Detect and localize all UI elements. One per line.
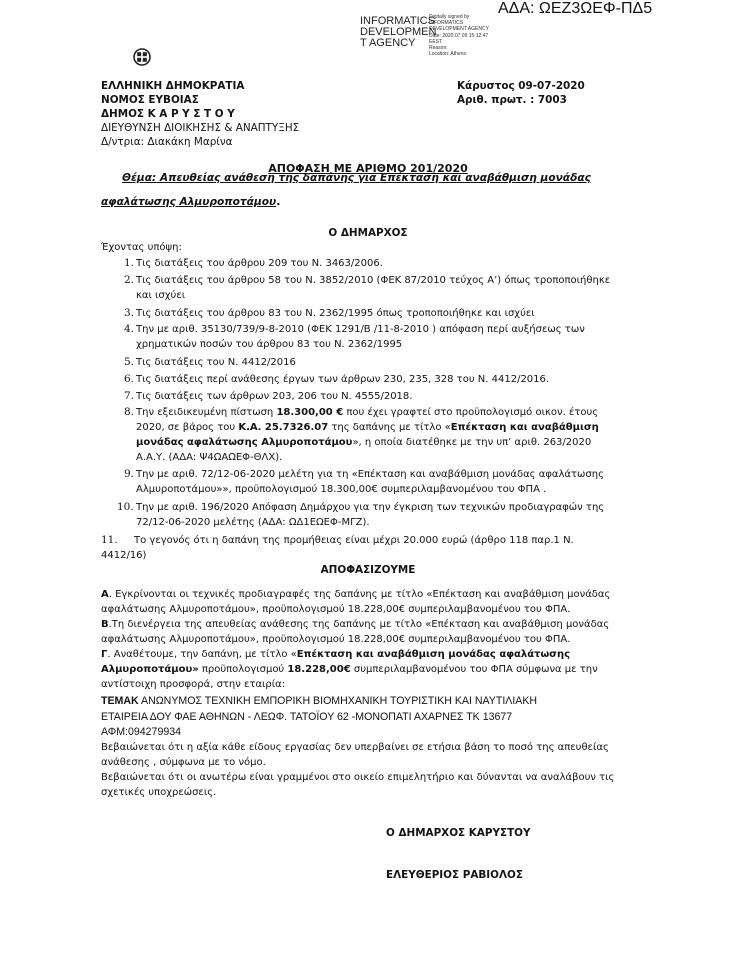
decision-a-line-1 — [101, 589, 610, 600]
subject-line-2-row — [101, 190, 280, 209]
signature-meta-line: Location: Athens — [429, 51, 466, 58]
decision-c-line-2 — [101, 664, 598, 675]
header-municipality: ΔΗΜΟΣ Κ Α Ρ Υ Σ Τ Ο Υ — [101, 108, 235, 120]
signoff-title: Ο ΔΗΜΑΡΧΟΣ ΚΑΡΥΣΤΟΥ — [386, 827, 531, 839]
item-8-line-4: Α.Α.Υ. (ΑΔΑ: Ψ4ΩΑΩΕΦ-ΘΛΧ). — [136, 452, 283, 463]
item-8-budget-code: Κ.Α. 25.7326.07 — [238, 422, 329, 433]
decision-c-line-1 — [101, 649, 570, 660]
decision-c-title: Αλμυροποτάμου» — [101, 664, 199, 675]
item-number: 2. — [124, 274, 135, 286]
header-prefecture: ΝΟΜΟΣ ΕΥΒΟΙΑΣ — [101, 94, 199, 106]
company-address: ΕΤΑΙΡΕΙΑ ΔΟΥ ΦΑΕ ΑΘΗΝΩΝ - ΛΕΩΦ. ΤΑΤΟΪΟΥ 62 -ΜΟΝΟΠΑΤΙ ΑΧΑΡΝΕΣ ΤΚ 13677 — [101, 711, 513, 723]
decision-c-label: Γ — [101, 649, 108, 660]
decision-c-amount: 18.228,00€ — [287, 664, 351, 675]
item-8-text: που έχει γραφτεί στο προϋπολογισμό οικον. έτους — [343, 407, 599, 418]
item-number: 11. — [101, 534, 118, 546]
item-text: Τις διατάξεις των άρθρων 203, 206 του Ν. 4555/2018. — [136, 391, 413, 402]
ada-code: ΑΔΑ: ΩΕΖ3ΩΕΦ-ΠΔ5 — [498, 0, 653, 17]
item-text: 4412/16) — [101, 550, 147, 561]
item-8-line-3 — [136, 437, 591, 448]
item-8-text: της δαπάνης με τίτλο « — [328, 422, 451, 433]
decision-a-label: Α — [101, 589, 109, 600]
place-date: Κάρυστος 09-07-2020 — [457, 80, 585, 92]
item-text: Τις διατάξεις του άρθρου 83 του Ν. 2362/1995 όπως τροποποιήθηκε και ισχύει — [136, 308, 535, 319]
item-number: 8. — [124, 406, 135, 418]
greek-emblem-icon — [133, 48, 151, 66]
decision-title: ΑΠΟΦΑΣΗ ΜΕ ΑΡΙΘΜΟ 201/2020 — [268, 162, 468, 175]
item-text: Τις διατάξεις του Ν. 4412/2016 — [136, 357, 296, 368]
item-8-text: 2020, σε βάρος του — [136, 422, 239, 433]
decision-c-text: προϋπολογισμού — [198, 664, 288, 675]
header-directorate: ΔΙΕΥΘΥΝΣΗ ΔΙΟΙΚΗΣΗΣ & ΑΝΑΠΤΥΞΗΣ — [101, 122, 300, 134]
signature-org-line: T AGENCY — [360, 37, 416, 49]
item-number: 5. — [124, 356, 135, 368]
item-text: Τις διατάξεις περί ανάθεσης έργων των άρθρων 230, 235, 328 του Ν. 4412/2016. — [136, 374, 550, 385]
considering-label: Έχοντας υπόψη: — [101, 242, 182, 253]
decision-c-title: Επέκταση και αναβάθμιση μονάδας αφαλάτωσης — [296, 649, 570, 660]
item-text: Την με αριθ. 35130/739/9-8-2010 (ΦΕΚ 1291/Β /11-8-2010 ) απόφαση περί αυξήσεως των — [136, 324, 585, 335]
certify-1-line-1: Βεβαιώνεται ότι η αξία κάθε είδους εργασίας δεν υπερβαίνει σε ετήσια βάση το ποσό της απευθείας — [101, 742, 609, 753]
subject-line-1: Θέμα: Απευθείας ανάθεση της δαπάνης για Επέκταση και αναβάθμιση μονάδας — [122, 172, 591, 184]
signature-org-line: DEVELOPMEN — [360, 26, 437, 38]
item-number: 1. — [124, 257, 135, 269]
decision-c-text: . Αναθέτουμε, την δαπάνη, με τίτλο « — [107, 649, 297, 660]
decision-b-text: .Τη διενέργεια της απευθείας ανάθεσης της δαπάνης με τίτλο «Επέκταση και αναβάθμιση μονάδας — [108, 619, 610, 630]
item-text: 72/12-06-2020 μελέτης (ΑΔΑ: ΩΔ1ΕΩΕΦ-ΜΓΖ). — [136, 517, 370, 528]
header-republic: ΕΛΛΗΝΙΚΗ ΔΗΜΟΚΡΑΤΙΑ — [101, 80, 245, 92]
item-text: Αλμυροποτάμου»», προϋπολογισμού 18.300,00€ συμπεριλαμβανομένου του ΦΠΑ . — [136, 484, 547, 495]
signature-meta-line: EEST — [429, 38, 443, 45]
decision-c-text: συμπεριλαμβανομένου του ΦΠΑ σύμφωνα με την — [350, 664, 598, 675]
signature-meta-line: Digitally signed by — [429, 14, 470, 20]
company-description: ΑΝΩΝΥΜΟΣ ΤΕΧΝΙΚΗ ΕΜΠΟΡΙΚΗ ΒΙΟΜΗΧΑΝΙΚΗ ΤΟΥΡΙΣΤΙΚΗ ΚΑΙ ΝΑΥΤΙΛΙΑΚΗ — [138, 695, 538, 707]
company-name: ΤΕΜΑΚ — [101, 695, 139, 707]
item-number: 3. — [124, 307, 135, 319]
item-8-line-2 — [136, 422, 599, 433]
signature-meta-line: Date: 2020.07.09 15:12:47 — [429, 32, 489, 39]
item-text: και ισχύει — [136, 290, 186, 301]
signature-meta-line: INFORMATICS — [429, 20, 464, 27]
item-8-text: Την εξειδικευμένη πίστωση — [136, 407, 277, 418]
mayor-heading: Ο ΔΗΜΑΡΧΟΣ — [328, 227, 408, 239]
item-text: Το γεγονός ότι η δαπάνη της προμήθειας είναι μέχρι 20.000 ευρώ (άρθρο 118 παρ.1 Ν. — [134, 535, 574, 546]
decision-b-line-1 — [101, 619, 609, 630]
decision-b-label: Β — [101, 619, 109, 630]
certify-1-line-2: ανάθεσης , σύμφωνα με το νόμο. — [101, 757, 266, 768]
item-8-project-title: μονάδας αφαλάτωσης Αλμυροποτάμου — [136, 437, 353, 448]
decision-b-line-2: αφαλάτωσης Αλμυροποτάμου», προϋπολογισμού 18.228,00€ συμπεριλαμβανομένου του ΦΠΑ. — [101, 634, 571, 645]
signoff-name: ΕΛΕΥΘΕΡΙΟΣ ΡΑΒΙΟΛΟΣ — [386, 869, 523, 881]
item-text: Τις διατάξεις του άρθρου 58 του Ν. 3852/2010 (ΦΕΚ 87/2010 τεύχος Α’) όπως τροποποιήθηκε — [136, 275, 611, 286]
item-text: Την με αριθ. 196/2020 Απόφαση Δημάρχου για την έγκριση των τεχνικών προδιαγραφών της — [136, 502, 605, 513]
signature-meta-line: DEVELOPMENT AGENCY — [429, 26, 489, 33]
item-text: Την με αριθ. 72/12-06-2020 μελέτη για τη «Επέκταση και αναβάθμιση μονάδας αφαλάτωσης — [136, 469, 604, 480]
subject-dot: . — [276, 195, 281, 208]
item-number: 10. — [117, 501, 134, 513]
item-number: 4. — [124, 323, 135, 335]
decision-c-line-3: αντίστοιχη προσφορά, στην εταιρία: — [101, 679, 286, 690]
item-text: χρηματικών ποσών του άρθρου 83 του Ν. 2362/1995 — [136, 339, 403, 350]
item-number: 9. — [124, 468, 135, 480]
certify-2-line-2: σχετικές υποχρεώσεις. — [101, 787, 217, 798]
item-8-amount: 18.300,00 € — [276, 407, 344, 418]
item-8-project-title: Επέκταση και αναβάθμιση — [450, 422, 599, 433]
decision-a-text: . Εγκρίνονται οι τεχνικές προδιαγραφές της δαπάνης με τίτλο «Επέκταση και αναβάθμιση μονάδας — [108, 589, 611, 600]
signature-org-line: INFORMATICS — [360, 15, 435, 27]
certify-2-line-1: Βεβαιώνεται ότι οι ανωτέρω είναι γραμμένοι στο οικείο επιμελητήριο και δύνανται να αναλάβουν τις — [101, 772, 615, 783]
signature-meta-line: Reason: — [429, 45, 448, 52]
item-8-line-1 — [136, 407, 598, 418]
company-afm: ΑΦΜ:094279934 — [101, 726, 182, 738]
item-number: 6. — [124, 373, 135, 385]
signature-details — [429, 14, 489, 57]
decide-heading: ΑΠΟΦΑΣΙΖΟΥΜΕ — [320, 564, 416, 576]
signature-organization — [360, 16, 436, 49]
header-director: Δ/ντρια: Διακάκη Μαρίνα — [101, 136, 233, 148]
decision-a-line-2: αφαλάτωσης Αλμυροποτάμου», προϋπολογισμού 18.228,00€ συμπεριλαμβανομένου του ΦΠΑ. — [101, 604, 571, 615]
subject-line-2: αφαλάτωσης Αλμυροποτάμου — [101, 196, 277, 208]
item-number: 7. — [124, 390, 135, 402]
item-text: Τις διατάξεις του άρθρου 209 του Ν. 3463/2006. — [136, 258, 383, 269]
company-line-1 — [101, 695, 537, 707]
item-8-text: », η οποία διατέθηκε με την υπ’ αριθ. 263/2020 — [352, 437, 592, 448]
protocol-number: Αριθ. πρωτ. : 7003 — [457, 94, 567, 106]
